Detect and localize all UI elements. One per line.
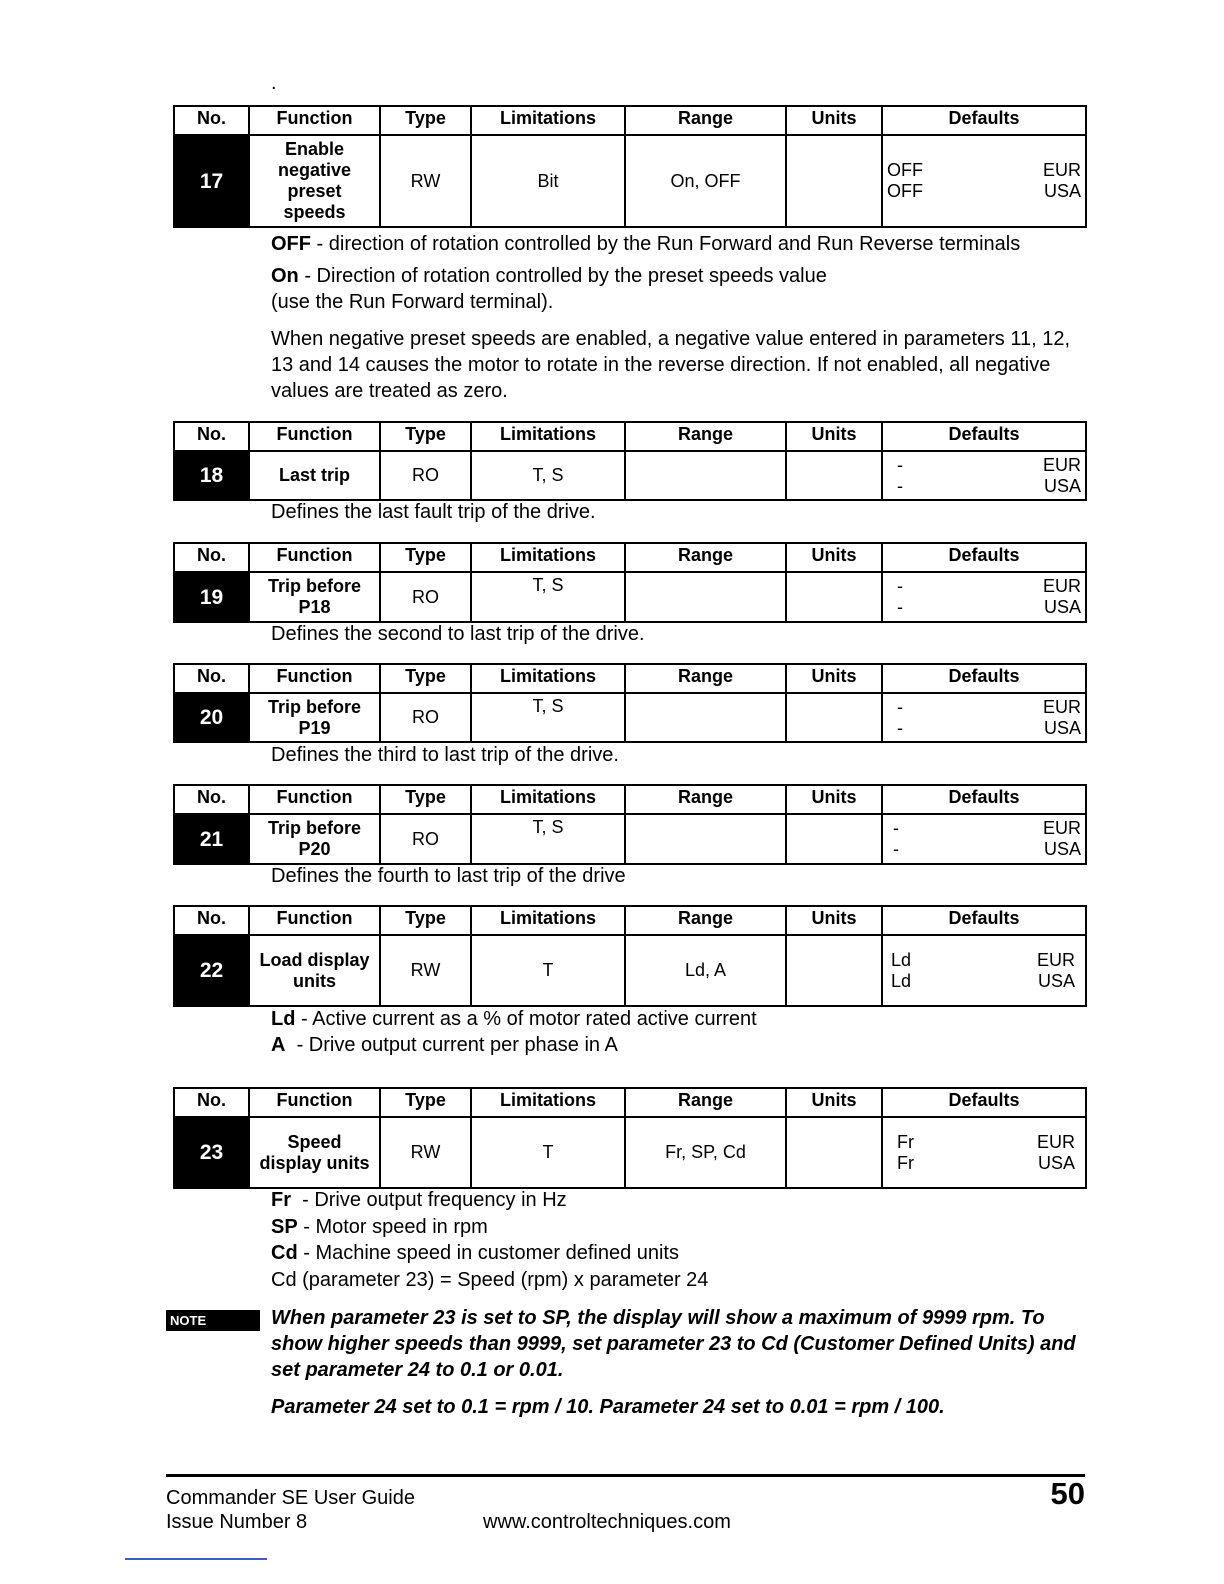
param-function: Trip before P20 [249, 814, 380, 864]
header-type: Type [380, 664, 471, 693]
param-table-header [174, 906, 1086, 935]
param-units [786, 693, 882, 742]
header-units: Units [786, 906, 882, 935]
desc-on: - Direction of rotation controlled by the preset speeds value [298, 265, 827, 287]
header-no: No. [174, 543, 249, 572]
term-a: A [271, 1034, 286, 1056]
header-function: Function [249, 422, 380, 451]
header-type: Type [380, 422, 471, 451]
param-function: Enable negative preset speeds [249, 135, 380, 227]
param-type: RW [380, 135, 471, 227]
footer-divider [166, 1474, 1085, 1477]
param-number: 21 [174, 814, 249, 864]
param-units [786, 135, 882, 227]
param-table-22 [173, 905, 1087, 1007]
header-limitations: Limitations [471, 1088, 625, 1117]
header-no: No. [174, 906, 249, 935]
param-range [625, 814, 786, 864]
p17-on-line [271, 263, 827, 289]
header-units: Units [786, 106, 882, 135]
term-cd: Cd [271, 1242, 298, 1264]
p17-paragraph: When negative preset speeds are enabled, a negative value entered in parameters 11, 12, 13 and 14 causes the motor to rotate in the reverse direction. If not enabled, all negative values are treated as zero. [271, 328, 1071, 402]
p23-cd-line [271, 1240, 679, 1266]
header-units: Units [786, 1088, 882, 1117]
page-number: 50 [1050, 1476, 1085, 1511]
param-row [174, 135, 1086, 227]
default-value: Fr [897, 1152, 914, 1173]
param-units [786, 1117, 882, 1188]
header-limitations: Limitations [471, 422, 625, 451]
p20-description: Defines the third to last trip of the drive. [271, 744, 619, 766]
header-no: No. [174, 422, 249, 451]
p22-ld-line [271, 1006, 757, 1032]
default-value: Ld [891, 970, 912, 991]
note-text-1: When parameter 23 is set to SP, the display will show a maximum of 9999 rpm. To show higher speeds than 9999, set parameter 23 to Cd (Customer Defined Units) and set parameter 24 to 0.1 or 0.01. [271, 1307, 1076, 1381]
param-row [174, 935, 1086, 1006]
param-number: 19 [174, 572, 249, 622]
header-limitations: Limitations [471, 785, 625, 814]
param-type: RO [380, 572, 471, 622]
header-units: Units [786, 664, 882, 693]
param-type: RW [380, 935, 471, 1006]
param-row [174, 572, 1086, 622]
default-region: USA [1043, 475, 1081, 496]
param-table-header [174, 106, 1086, 135]
desc-ld: - Active current as a % of motor rated active current [295, 1008, 757, 1030]
param-row [174, 1117, 1086, 1188]
param-row [174, 451, 1086, 500]
p22-a-line [271, 1032, 618, 1058]
header-range: Range [625, 1088, 786, 1117]
param-range [625, 451, 786, 500]
header-range: Range [625, 785, 786, 814]
default-region: USA [1043, 839, 1081, 859]
desc-sp: - Motor speed in rpm [297, 1216, 488, 1238]
footer-title: Commander SE User Guide [166, 1487, 415, 1509]
stray-mark: . [271, 72, 277, 94]
param-limitations: T [471, 1117, 625, 1188]
param-defaults [882, 693, 1086, 742]
default-value: - [893, 818, 899, 838]
header-limitations: Limitations [471, 664, 625, 693]
header-range: Range [625, 543, 786, 572]
param-units [786, 935, 882, 1006]
default-region: EUR [1042, 576, 1081, 596]
term-fr: Fr [271, 1189, 291, 1211]
p23-formula: Cd (parameter 23) = Speed (rpm) x parameter 24 [271, 1269, 709, 1291]
header-defaults: Defaults [882, 785, 1086, 814]
term-sp: SP [271, 1216, 298, 1238]
term-on: On [271, 265, 299, 287]
header-defaults: Defaults [882, 543, 1086, 572]
param-limitations: T, S [471, 814, 625, 864]
header-no: No. [174, 785, 249, 814]
param-range [625, 572, 786, 622]
term-ld: Ld [271, 1008, 296, 1030]
footer-url[interactable]: www.controltechniques.com [483, 1511, 731, 1533]
header-range: Range [625, 106, 786, 135]
header-function: Function [249, 543, 380, 572]
param-units [786, 572, 882, 622]
default-value: - [897, 717, 903, 738]
param-range: Fr, SP, Cd [625, 1117, 786, 1188]
default-region: EUR [1042, 818, 1081, 838]
param-number: 22 [174, 935, 249, 1006]
header-limitations: Limitations [471, 543, 625, 572]
header-function: Function [249, 664, 380, 693]
param-row [174, 693, 1086, 742]
param-limitations: T, S [471, 572, 625, 622]
header-defaults: Defaults [882, 906, 1086, 935]
header-range: Range [625, 664, 786, 693]
header-defaults: Defaults [882, 1088, 1086, 1117]
header-function: Function [249, 906, 380, 935]
header-type: Type [380, 906, 471, 935]
header-no: No. [174, 106, 249, 135]
param-function: Trip before P18 [249, 572, 380, 622]
p19-description: Defines the second to last trip of the drive. [271, 623, 645, 645]
param-defaults [882, 1117, 1086, 1188]
param-type: RO [380, 451, 471, 500]
default-region: USA [1043, 597, 1081, 617]
param-defaults [882, 451, 1086, 500]
param-table-header [174, 785, 1086, 814]
param-limitations: T, S [471, 693, 625, 742]
param-type: RO [380, 814, 471, 864]
header-type: Type [380, 1088, 471, 1117]
header-limitations: Limitations [471, 906, 625, 935]
default-value: - [897, 475, 903, 496]
default-region: USA [1043, 181, 1081, 201]
param-table-23 [173, 1087, 1087, 1189]
param-number: 20 [174, 693, 249, 742]
param-number: 18 [174, 451, 249, 500]
p23-fr-line [271, 1187, 567, 1213]
header-defaults: Defaults [882, 664, 1086, 693]
header-units: Units [786, 785, 882, 814]
header-type: Type [380, 785, 471, 814]
term-off: OFF [271, 233, 311, 255]
header-function: Function [249, 785, 380, 814]
note-text-2: Parameter 24 set to 0.1 = rpm / 10. Parameter 24 set to 0.01 = rpm / 100. [271, 1396, 945, 1418]
p17-on-line-2: (use the Run Forward terminal). [271, 291, 554, 313]
default-value: - [897, 454, 903, 475]
p23-sp-line [271, 1214, 488, 1240]
param-type: RW [380, 1117, 471, 1188]
desc-cd: - Machine speed in customer defined units [297, 1242, 679, 1264]
default-value: OFF [887, 181, 923, 201]
param-type: RO [380, 693, 471, 742]
desc-a: - Drive output current per phase in A [285, 1034, 618, 1056]
param-table-header [174, 1088, 1086, 1117]
note-badge: NOTE [166, 1310, 260, 1331]
p21-description: Defines the fourth to last trip of the drive [271, 865, 626, 887]
p17-off-line [271, 231, 1020, 257]
default-region: EUR [1042, 696, 1081, 717]
default-value: - [897, 696, 903, 717]
default-region: USA [1037, 1152, 1075, 1173]
param-function: Load display units [249, 935, 380, 1006]
param-table-17 [173, 105, 1087, 228]
param-table-18 [173, 421, 1087, 501]
desc-fr: - Drive output frequency in Hz [291, 1189, 567, 1211]
default-value: - [893, 839, 899, 859]
footer-issue: Issue Number 8 [166, 1511, 308, 1533]
param-function: Trip before P19 [249, 693, 380, 742]
default-value: OFF [887, 160, 923, 180]
param-limitations: Bit [471, 135, 625, 227]
header-limitations: Limitations [471, 106, 625, 135]
default-value: - [897, 597, 903, 617]
param-table-header [174, 664, 1086, 693]
param-limitations: T [471, 935, 625, 1006]
header-units: Units [786, 543, 882, 572]
default-region: USA [1037, 970, 1075, 991]
param-table-header [174, 422, 1086, 451]
header-type: Type [380, 106, 471, 135]
header-range: Range [625, 422, 786, 451]
default-region: EUR [1042, 160, 1081, 180]
header-no: No. [174, 664, 249, 693]
desc-off: - direction of rotation controlled by the Run Forward and Run Reverse terminals [311, 233, 1021, 255]
header-defaults: Defaults [882, 106, 1086, 135]
header-type: Type [380, 543, 471, 572]
header-defaults: Defaults [882, 422, 1086, 451]
p18-description: Defines the last fault trip of the drive. [271, 501, 596, 523]
param-table-21 [173, 784, 1087, 865]
default-region: USA [1043, 717, 1081, 738]
param-table-19 [173, 542, 1087, 623]
param-range [625, 693, 786, 742]
bottom-link-underline [125, 1558, 267, 1560]
default-region: EUR [1036, 949, 1075, 970]
param-number: 17 [174, 135, 249, 227]
param-range: On, OFF [625, 135, 786, 227]
default-value: Ld [891, 949, 912, 970]
header-function: Function [249, 1088, 380, 1117]
param-range: Ld, A [625, 935, 786, 1006]
default-region: EUR [1042, 454, 1081, 475]
param-defaults [882, 814, 1086, 864]
param-defaults [882, 135, 1086, 227]
param-units [786, 451, 882, 500]
param-defaults [882, 935, 1086, 1006]
param-function: Speed display units [249, 1117, 380, 1188]
param-row [174, 814, 1086, 864]
param-defaults [882, 572, 1086, 622]
header-range: Range [625, 906, 786, 935]
header-units: Units [786, 422, 882, 451]
param-table-20 [173, 663, 1087, 743]
param-limitations: T, S [471, 451, 625, 500]
default-region: EUR [1036, 1131, 1075, 1152]
default-value: Fr [897, 1131, 914, 1152]
param-units [786, 814, 882, 864]
default-value: - [897, 576, 903, 596]
param-table-header [174, 543, 1086, 572]
header-no: No. [174, 1088, 249, 1117]
header-function: Function [249, 106, 380, 135]
param-function: Last trip [249, 451, 380, 500]
param-number: 23 [174, 1117, 249, 1188]
